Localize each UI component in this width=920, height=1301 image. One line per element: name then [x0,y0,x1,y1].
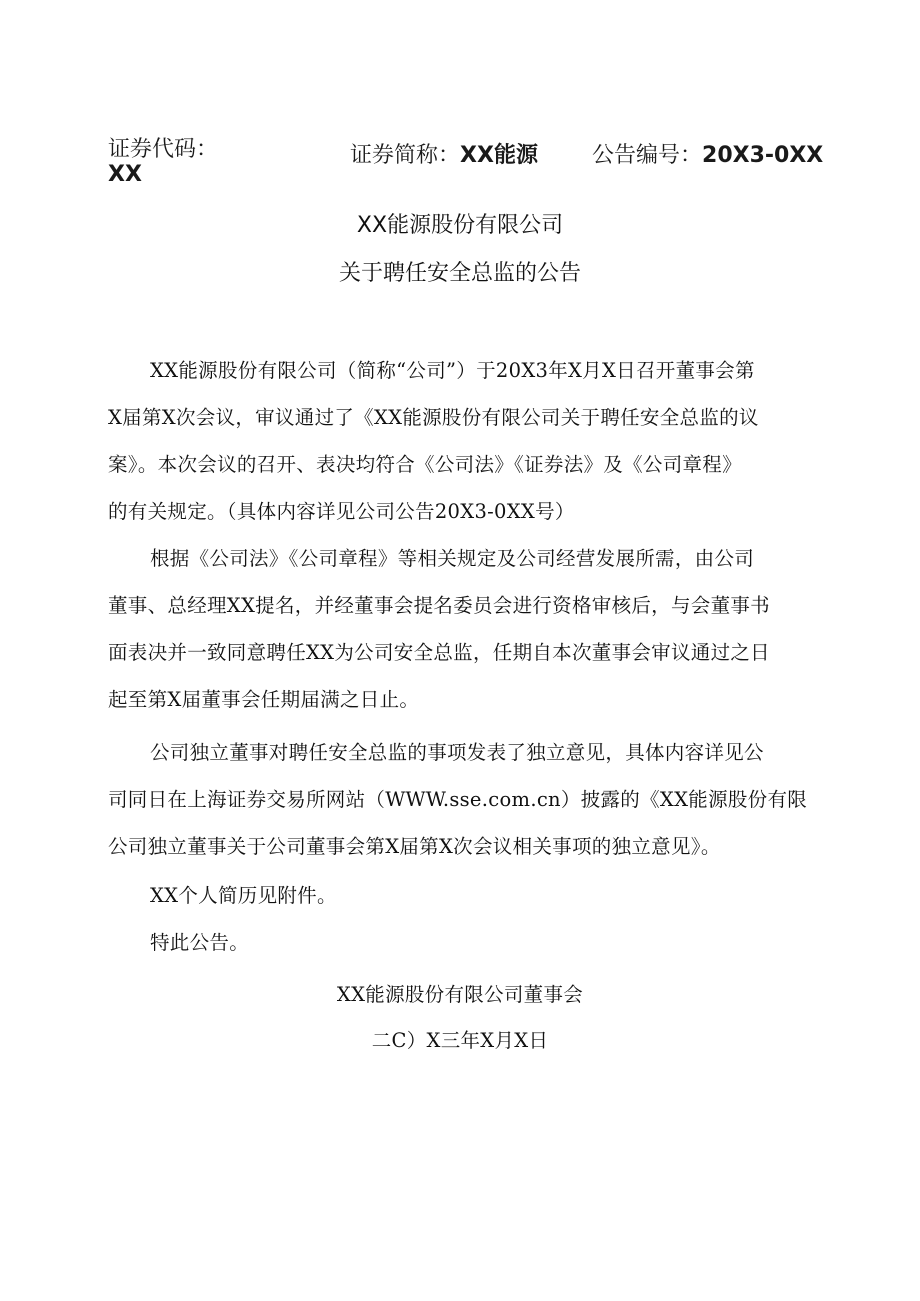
announcement-subject: 关于聘任安全总监的公告 [338,261,581,286]
paragraph-closing: 特此公告。 [150,931,250,954]
stock-code-label: 证券代码： [108,137,219,162]
stock-short-name-value: XX能源 [460,143,538,168]
notice-number-label: 公告编号： [592,143,703,168]
notice-number-value: 20X3-0XX [702,143,824,168]
paragraph-line: 公司独立董事对聘任安全总监的事项发表了独立意见，具体内容详见公 [150,741,764,764]
board-signature: XX能源股份有限公司董事会 [336,983,584,1006]
paragraph-line: 司同日在上海证券交易所网站（WWW.sse.com.cn）披露的《XX能源股份有限 [108,788,808,811]
paragraph-line: XX能源股份有限公司（简称“公司”）于20X3年X月X日召开董事会第 [150,359,755,382]
paragraph-line: 起至第X届董事会任期届满之日止。 [108,688,420,711]
paragraph-line: 董事、总经理XX提名，并经董事会提名委员会进行资格审核后，与会董事书 [108,594,770,617]
paragraph-line: X届第X次会议，审议通过了《XX能源股份有限公司关于聘任安全总监的议 [108,406,759,429]
paragraph-line: 根据《公司法》《公司章程》等相关规定及公司经营发展所需，由公司 [150,547,755,570]
stock-short-name-label: 证券简称： [350,143,461,168]
paragraph-line: 的有关规定。（具体内容详见公司公告20X3-0XX号） [108,500,575,523]
paragraph-line: 案》。本次会议的召开、表决均符合《公司法》《证券法》及《公司章程》 [108,453,742,476]
stock-code-value: XX [108,162,142,187]
paragraph-resume: XX个人简历见附件。 [150,884,337,907]
paragraph-line: 面表决并一致同意聘任XX为公司安全总监，任期自本次董事会审议通过之日 [108,641,770,664]
company-title: XX能源股份有限公司 [356,213,564,238]
stock-short-name [350,138,538,169]
paragraph-line: 公司独立董事关于公司董事会第X届第X次会议相关事项的独立意见》。 [108,835,721,858]
notice-number [592,138,823,169]
signature-date: 二C）X三年X月X日 [371,1029,549,1052]
